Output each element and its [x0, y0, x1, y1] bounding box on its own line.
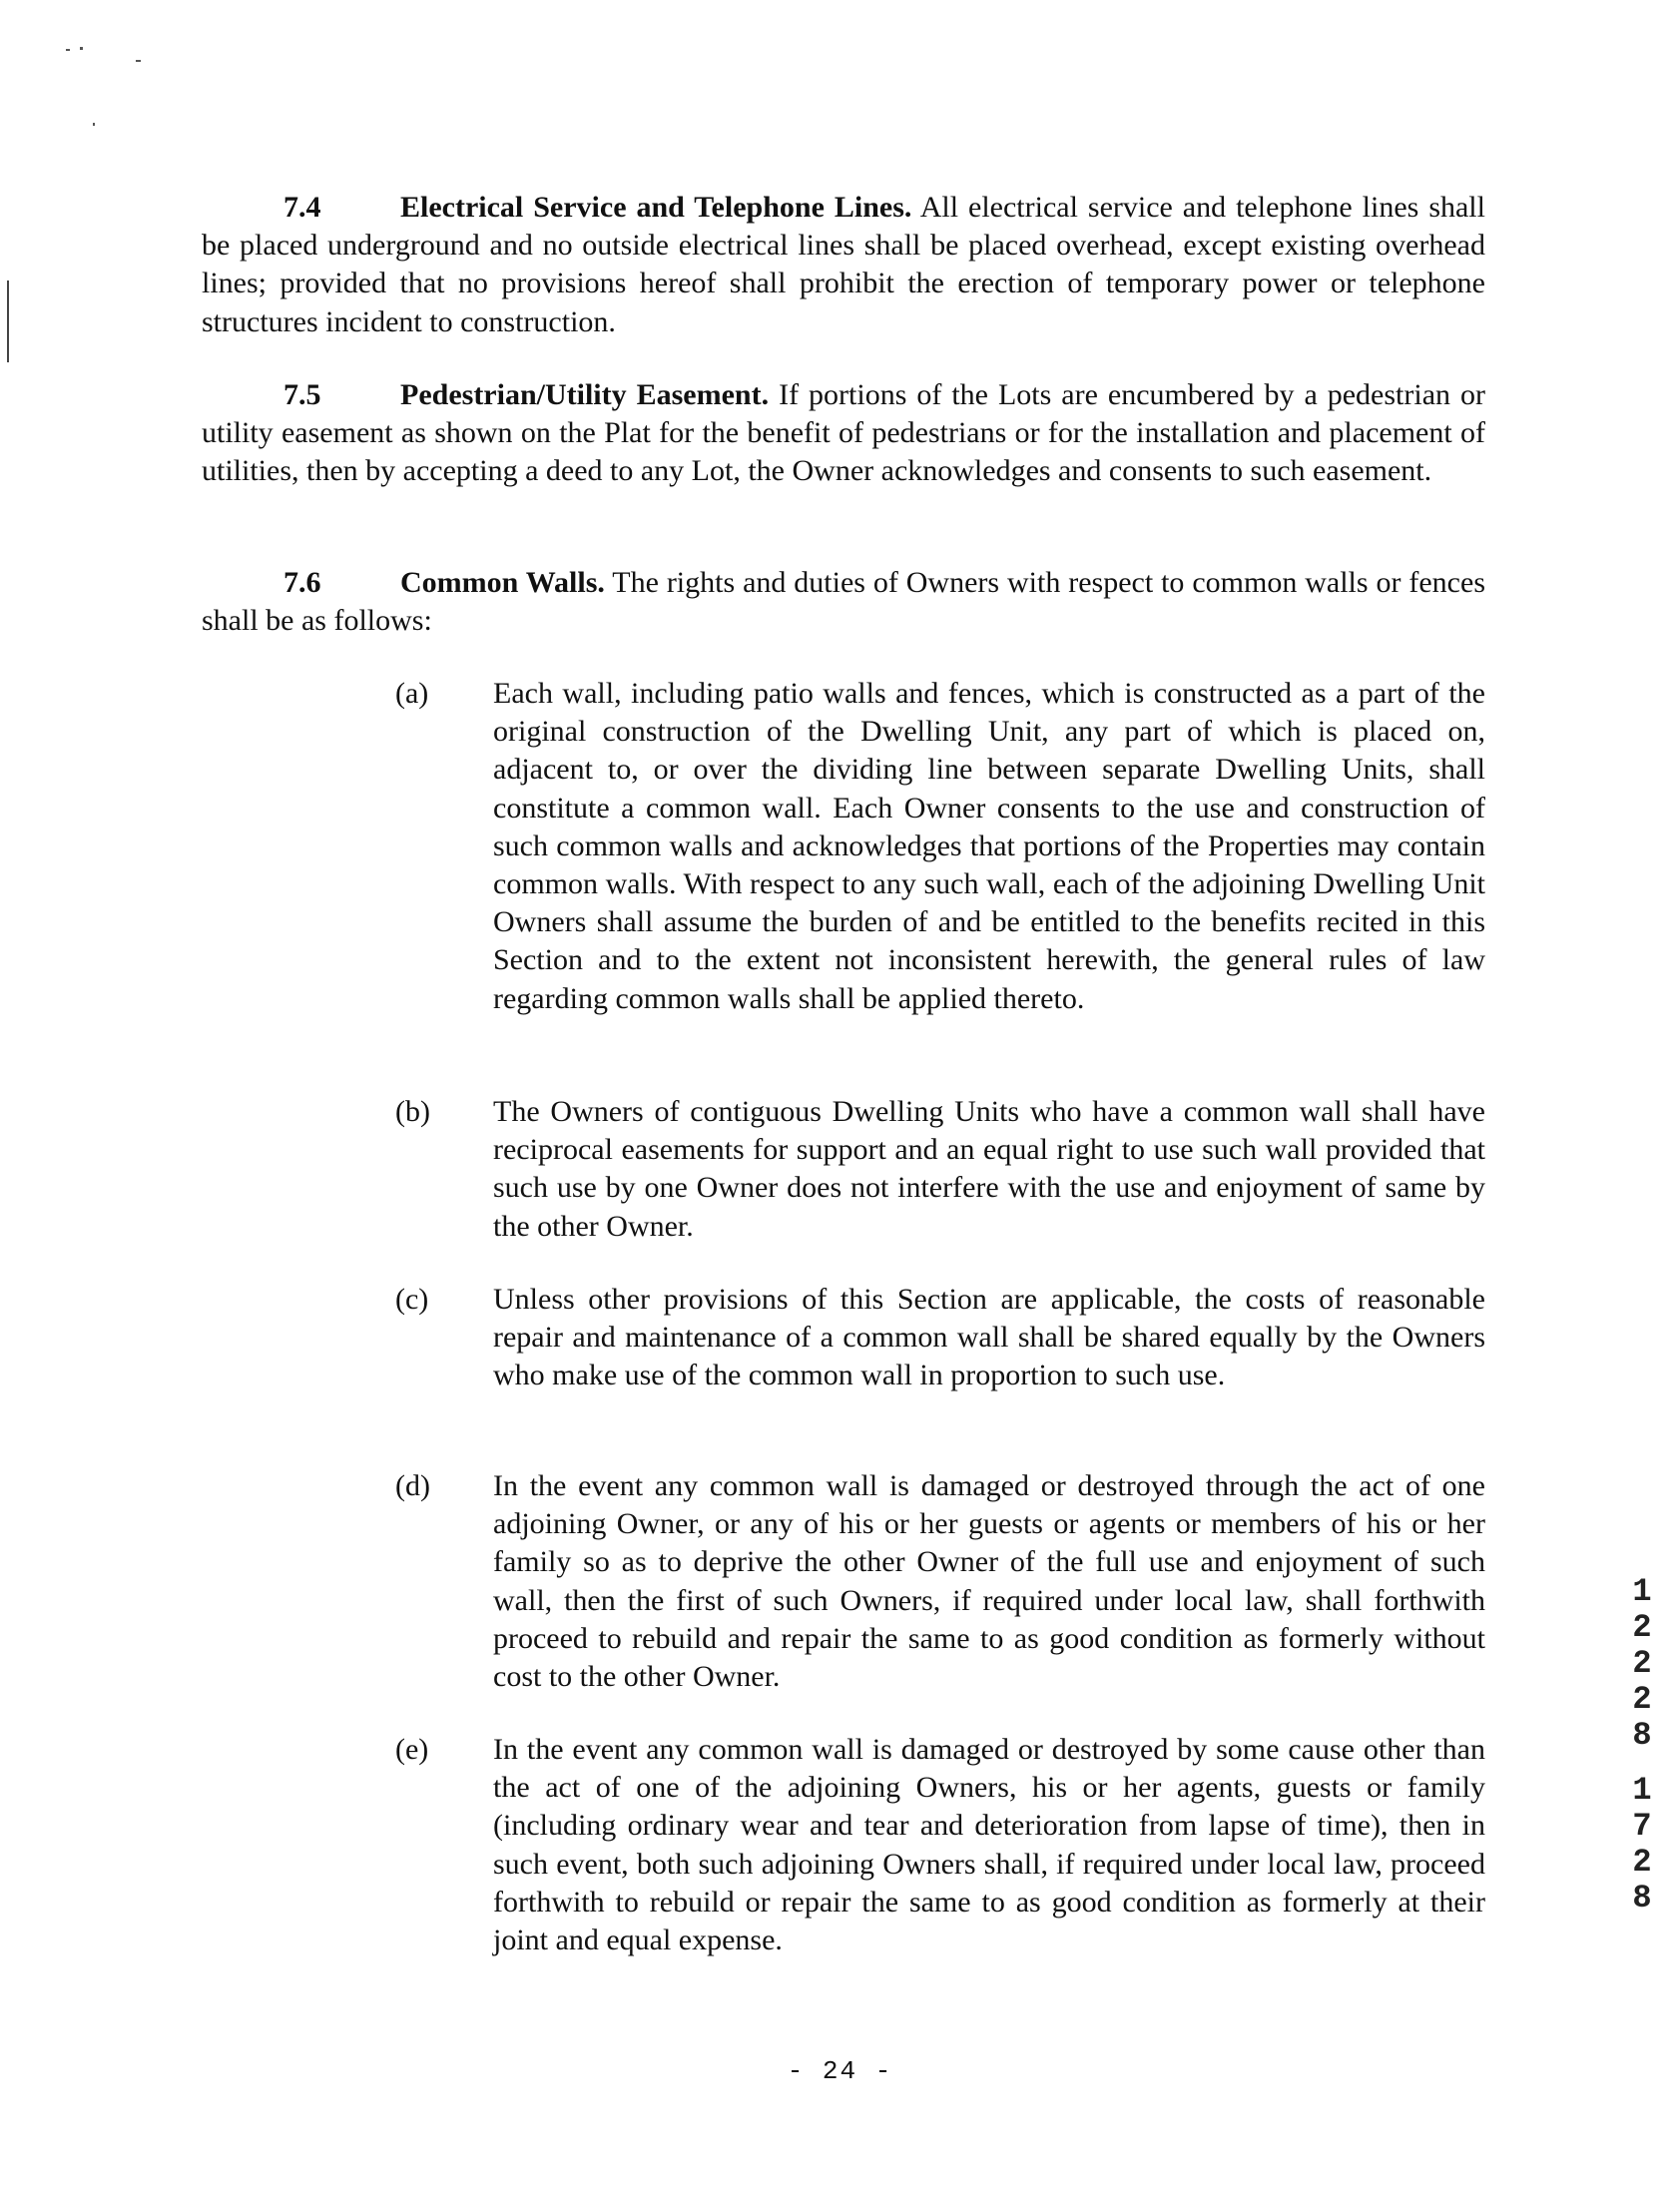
margin-scan-line [7, 280, 9, 362]
recording-stamp-upper [1627, 1574, 1657, 1754]
section-body: The rights and duties of Owners with respect to common walls or fences shall be as follows: [202, 566, 1485, 638]
section-7-4 [202, 189, 1485, 341]
scan-speck [93, 123, 95, 126]
scan-speck [136, 60, 141, 62]
subsection-e [395, 1731, 1485, 1959]
stamp-digit: 7 [1632, 1808, 1652, 1845]
subsection-text: The Owners of contiguous Dwelling Units who have a common wall shall have reciprocal easements for support and an equal right to use such wall provided that such use by one Owner does not interfere with the use and enjoyment of same by the other Owner. [493, 1095, 1485, 1243]
subsection-label: (e) [395, 1733, 429, 1766]
section-number: 7.4 [283, 191, 321, 224]
section-body: All electrical service and telephone lines shall be placed underground and no outside electrical lines shall be placed overhead, except existing overhead lines; provided that no provisions hereof shall prohibit the erection of temporary power or telephone structures incident to construction. [202, 191, 1485, 338]
subsection-text: Unless other provisions of this Section are applicable, the costs of reasonable repair and maintenance of a common wall shall be shared equally by the Owners who make use of the common wall in proportion to such use. [493, 1283, 1485, 1392]
subsection-label: (d) [395, 1469, 430, 1502]
stamp-digit: 2 [1632, 1844, 1652, 1881]
subsection-label: (c) [395, 1283, 429, 1316]
stamp-digit: 8 [1632, 1880, 1652, 1917]
subsection-label: (b) [395, 1095, 430, 1128]
section-heading: Pedestrian/Utility Easement. [400, 378, 770, 411]
subsection-text: Each wall, including patio walls and fences, which is constructed as a part of the original construction of the Dwelling Unit, any part of which is placed on, adjacent to, or over the dividing line between separate Dwelling Units, shall constitute a common wall. Each Owner consents to the use and construction of such common walls and acknowledges that portions of the Properties may contain common walls. With respect to any such wall, each of the adjoining Dwelling Unit Owners shall assume the burden of and be entitled to the benefits recited in this Section and to the extent not inconsistent herewith, the general rules of law regarding common walls shall be applied thereto. [493, 677, 1485, 1015]
stamp-digit: 8 [1632, 1717, 1652, 1754]
section-7-5 [202, 376, 1485, 491]
stamp-digit: 2 [1632, 1681, 1652, 1718]
section-body: If portions of the Lots are encumbered by a pedestrian or utility easement as shown on the Plat for the benefit of pedestrians or for the installation and placement of utilities, then by accepting a deed to any Lot, the Owner acknowledges and consents to such easement. [202, 378, 1485, 488]
recording-stamp-lower [1627, 1773, 1657, 1917]
subsection-text: In the event any common wall is damaged or destroyed through the act of one adjoining Owner, or any of his or her guests or agents or members of his or her family so as to deprive the other Owner of the full use and enjoyment of such wall, then the first of such Owners, if required under local law, shall forthwith proceed to rebuild and repair the same to as good condition as formerly without cost to the other Owner. [493, 1469, 1485, 1694]
subsection-b [395, 1093, 1485, 1246]
section-number: 7.6 [283, 566, 321, 599]
stamp-digit: 1 [1632, 1573, 1652, 1610]
subsection-c [395, 1281, 1485, 1395]
stamp-digit: 2 [1632, 1645, 1652, 1682]
page-number: - 24 - [787, 2056, 893, 2086]
stamp-digit: 2 [1632, 1609, 1652, 1646]
section-heading: Common Walls. [400, 566, 605, 599]
subsection-label: (a) [395, 677, 429, 710]
scan-speck [66, 49, 70, 51]
stamp-digit: 1 [1632, 1772, 1652, 1809]
section-7-6 [202, 564, 1485, 640]
subsection-a [395, 675, 1485, 1018]
subsection-text: In the event any common wall is damaged or destroyed by some cause other than the act of one of the adjoining Owners, his or her agents, guests or family (including ordinary wear and tear and deterioration from lapse of time), then in such event, both such adjoining Owners shall, if required under local law, proceed forthwith to rebuild or repair the same to as good condition as formerly at their joint and equal expense. [493, 1733, 1485, 1957]
section-heading: Electrical Service and Telephone Lines. [400, 191, 912, 224]
subsection-d [395, 1467, 1485, 1696]
section-number: 7.5 [283, 378, 321, 411]
scan-speck [80, 47, 83, 50]
